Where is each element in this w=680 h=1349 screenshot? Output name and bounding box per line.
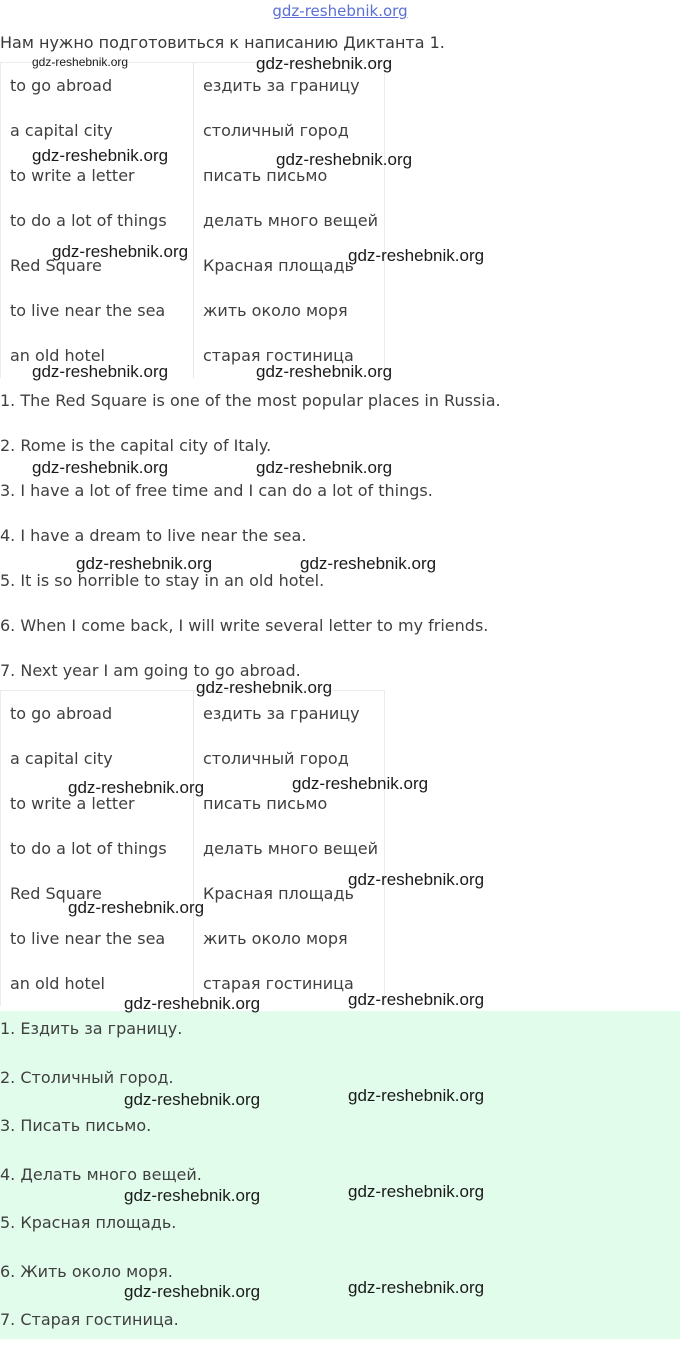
table-row: [1, 916, 385, 961]
vocab-en: an old hotel: [1, 961, 194, 1006]
vocab-en: to write a letter: [1, 781, 194, 826]
list-item: 5. It is so horrible to stay in an old hotel.: [0, 571, 325, 590]
vocab-ru: делать много вещей: [194, 826, 385, 871]
watermark: gdz-reshebnik.org: [256, 458, 393, 477]
vocab-ru: ездить за границу: [194, 691, 385, 737]
vocab-ru: ездить за границу: [194, 63, 385, 109]
vocab-ru: Красная площадь: [194, 243, 385, 288]
list-item: 3. I have a lot of free time and I can do a lot of things.: [0, 481, 433, 500]
vocab-ru: Красная площадь: [194, 871, 385, 916]
vocab-table-1: [0, 62, 385, 378]
vocab-en: an old hotel: [1, 333, 194, 378]
watermark: gdz-reshebnik.org: [124, 1186, 261, 1205]
vocab-en: to do a lot of things: [1, 198, 194, 243]
watermark: gdz-reshebnik.org: [348, 1278, 485, 1297]
watermark: gdz-reshebnik.org: [76, 554, 213, 573]
vocab-ru: столичный город: [194, 108, 385, 153]
vocab-ru: жить около моря: [194, 288, 385, 333]
vocab-ru: жить около моря: [194, 916, 385, 961]
table-row: [1, 288, 385, 333]
watermark: gdz-reshebnik.org: [32, 362, 169, 381]
intro-text: Нам нужно подготовиться к написанию Диктанта 1.: [0, 33, 445, 52]
watermark: gdz-reshebnik.org: [348, 246, 485, 265]
watermark: gdz-reshebnik.org: [196, 678, 333, 697]
watermark: gdz-reshebnik.org: [292, 774, 429, 793]
vocab-en: Red Square: [1, 243, 194, 288]
list-item: 5. Красная площадь.: [0, 1213, 177, 1232]
watermark: gdz-reshebnik.org: [68, 898, 205, 917]
list-item: 4. I have a dream to live near the sea.: [0, 526, 307, 545]
watermark: gdz-reshebnik.org: [124, 1090, 261, 1109]
list-item: 1. Ездить за границу.: [0, 1019, 183, 1038]
watermark: gdz-reshebnik.org: [32, 458, 169, 477]
list-item: 6. Жить около моря.: [0, 1261, 173, 1281]
table-row: [1, 198, 385, 243]
vocab-en: to live near the sea: [1, 288, 194, 333]
vocab-en: Red Square: [1, 871, 194, 916]
watermark: gdz-reshebnik.org: [348, 990, 485, 1009]
vocab-ru: писать письмо: [194, 153, 385, 198]
watermark: gdz-reshebnik.org: [32, 55, 129, 69]
list-item: 2. Rome is the capital city of Italy.: [0, 436, 272, 455]
watermark: gdz-reshebnik.org: [348, 1086, 485, 1105]
answer-block: [0, 1011, 680, 1339]
vocab-ru: старая гостиница: [194, 961, 385, 1006]
watermark: gdz-reshebnik.org: [124, 994, 261, 1013]
watermark: gdz-reshebnik.org: [256, 362, 393, 381]
list-item: 2. Столичный город.: [0, 1067, 174, 1087]
vocab-en: a capital city: [1, 736, 194, 781]
watermark: gdz-reshebnik.org: [348, 1182, 485, 1201]
list-item: 1. The Red Square is one of the most popular places in Russia.: [0, 391, 501, 410]
watermark: gdz-reshebnik.org: [276, 150, 413, 169]
list-item: 6. When I come back, I will write several letter to my friends.: [0, 616, 489, 635]
vocab-en: to go abroad: [1, 63, 194, 109]
vocab-ru: столичный город: [194, 736, 385, 781]
vocab-table-2: [0, 690, 385, 1006]
table-row: [1, 826, 385, 871]
watermark: gdz-reshebnik.org: [68, 778, 205, 797]
vocab-en: to live near the sea: [1, 916, 194, 961]
watermark: gdz-reshebnik.org: [32, 146, 169, 165]
watermark: gdz-reshebnik.org: [124, 1282, 261, 1301]
vocab-ru: делать много вещей: [194, 198, 385, 243]
vocab-en: to go abroad: [1, 691, 194, 737]
watermark: gdz-reshebnik.org: [52, 242, 189, 261]
vocab-en: a capital city: [1, 108, 194, 153]
vocab-ru: писать письмо: [194, 781, 385, 826]
watermark: gdz-reshebnik.org: [348, 870, 485, 889]
vocab-en: to write a letter: [1, 153, 194, 198]
watermark: gdz-reshebnik.org: [300, 554, 437, 573]
vocab-ru: старая гостиница: [194, 333, 385, 378]
list-item: 4. Делать много вещей.: [0, 1164, 202, 1184]
list-item: 7. Старая гостиница.: [0, 1310, 179, 1329]
list-item: 3. Писать письмо.: [0, 1116, 152, 1135]
site-link[interactable]: gdz-reshebnik.org: [272, 2, 408, 20]
english-sentence-list: [0, 378, 501, 693]
list-item: 7. Next year I am going to go abroad.: [0, 661, 301, 680]
watermark: gdz-reshebnik.org: [256, 54, 393, 73]
vocab-en: to do a lot of things: [1, 826, 194, 871]
